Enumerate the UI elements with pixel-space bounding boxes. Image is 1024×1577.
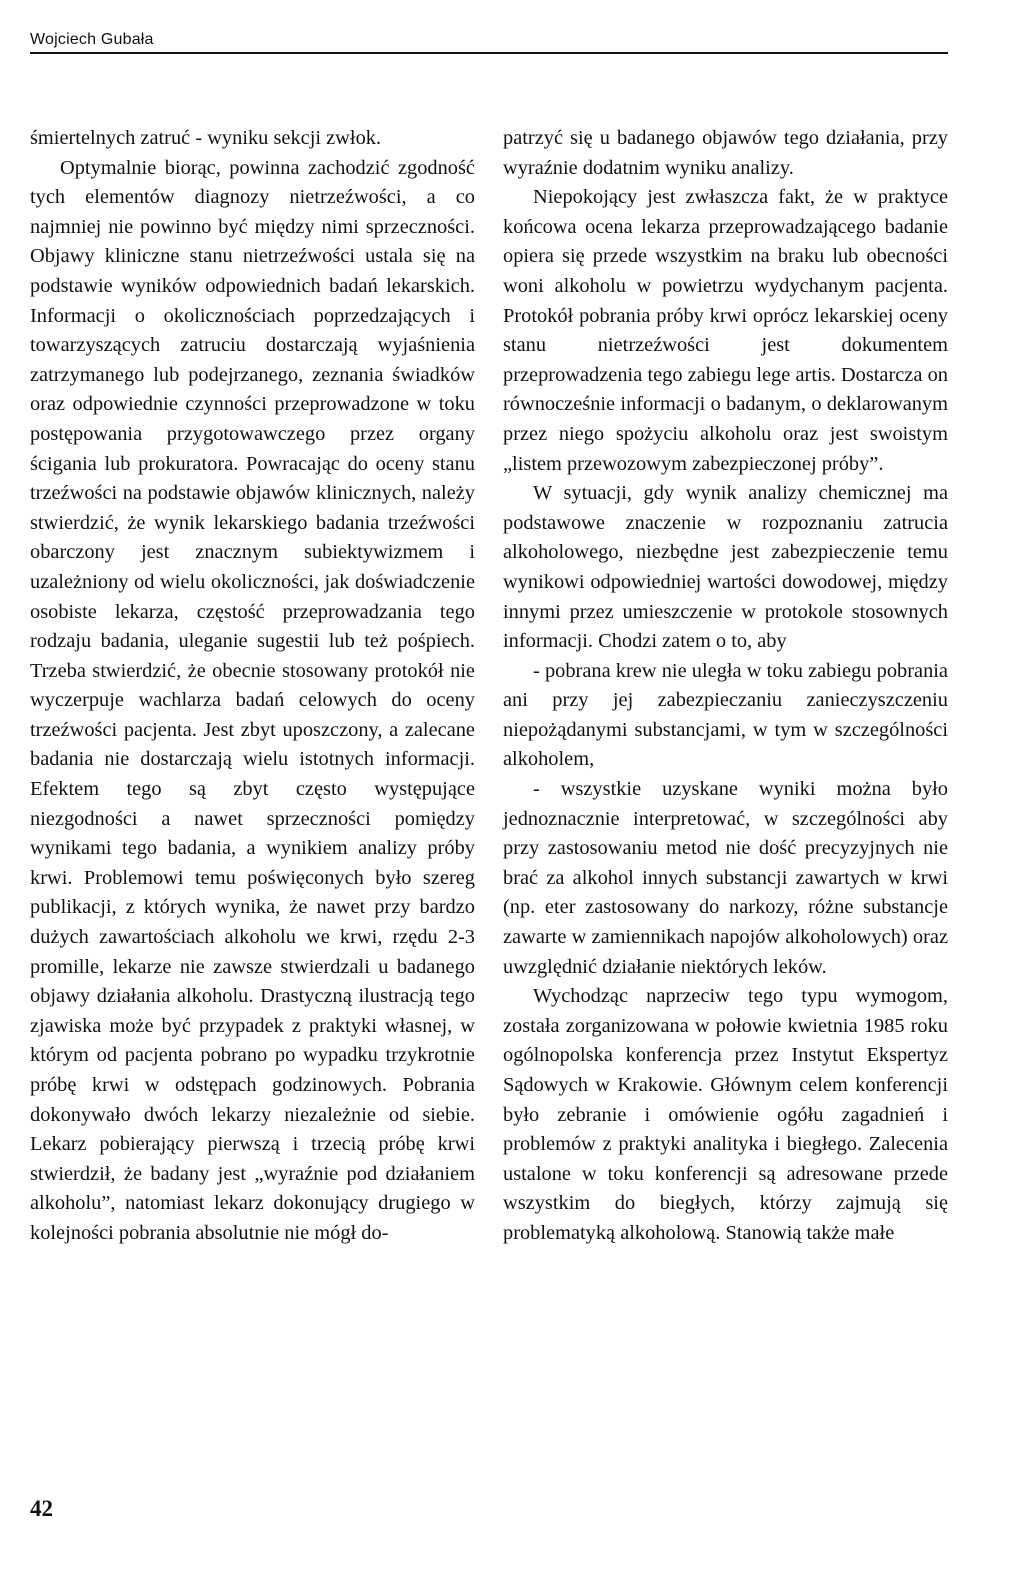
list-item: - wszystkie uzyskane wyniki można było jednoznacznie interpretować, w szczególności aby przy zastosowaniu metod nie dość precyzyjnych nie brać za alkohol innych substancji zawartych w krwi (np. eter zastosowany do narkozy, różne substancje zawarte w zamiennikach napojów alkoholowych) oraz uwzględnić działanie niektórych leków. <box>503 778 948 978</box>
paragraph: Wychodząc naprzeciw tego typu wymogom, została zorganizowana w połowie kwietnia 1985 roku ogólnopolska konferencja przez Instytut Ekspertyz Sądowych w Krakowie. Głównym celem konferencji było zebranie i omówienie ogółu zagadnień i problemów z praktyki analityka i biegłego. Zalecenia ustalone w toku konferencji są adresowane przede wszystkim do biegłych, którzy zajmują się problematyką alkoholową. Stanowią także małe <box>503 985 948 1244</box>
running-header <box>30 30 948 54</box>
paragraph: śmiertelnych zatruć - wyniku sekcji zwłok. <box>30 127 382 149</box>
left-column <box>30 124 475 1249</box>
list-item: - pobrana krew nie uległa w toku zabiegu pobrania ani przy jej zabezpieczaniu zanieczyszczeniu niepożądanymi substancjami, w tym w szczególności alkoholem, <box>503 659 948 771</box>
paragraph: Niepokojący jest zwłaszcza fakt, że w praktyce końcowa ocena lekarza przeprowadzającego badanie opiera się przede wszystkim na braku lub obecności woni alkoholu w powietrzu wydychanym pacjenta. Protokół pobrania próby krwi oprócz lekarskiej oceny stanu nietrzeźwości jest dokumentem przeprowadzenia tego zabiegu lege artis. Dostarcza on równocześnie informacji o badanym, o deklarowanym przez niego spożyciu alkoholu oraz jest swoistym „listem przewozowym zabezpieczonej próby”. <box>503 186 948 475</box>
paragraph: W sytuacji, gdy wynik analizy chemicznej ma podstawowe znaczenie w rozpoznaniu zatrucia alkoholowego, niezbędne jest zabezpieczenie temu wynikowi odpowiedniej wartości dowodowej, między innymi przez umieszczenie w protokole stosownych informacji. Chodzi zatem o to, aby <box>503 482 948 653</box>
page-number: 42 <box>30 1496 53 1521</box>
right-column <box>503 124 948 1249</box>
author-name: Wojciech Gubała <box>30 31 154 48</box>
paragraph: Optymalnie biorąc, powinna zachodzić zgodność tych elementów diagnozy nietrzeźwości, a co najmniej nie powinno być między nimi sprzeczności. Objawy kliniczne stanu nietrzeźwości ustala się na podstawie wyników odpowiednich badań lekarskich. Informacji o okolicznościach poprzedzających i towarzyszących zatruciu dostarczają wyjaśnienia zatrzymanego lub podejrzanego, zeznania świadków oraz odpowiednie czynności przeprowadzone w toku postępowania przygotowawczego przez organy ścigania lub prokuratora. Powracając do oceny stanu trzeźwości na podstawie objawów klinicznych, należy stwierdzić, że wynik lekarskiego badania trzeźwości obarczony jest znacznym subiektywizmem i uzależniony od wielu okoliczności, jak doświadczenie osobiste lekarza, częstość przeprowadzania tego rodzaju badania, uleganie sugestii lub też pośpiech. Trzeba stwierdzić, że obecnie stosowany protokół nie wyczerpuje wachlarza badań celowych do oceny trzeźwości pacjenta. Jest zbyt uposzczony, a zalecane badania nie dostarczają wielu istotnych informacji. Efektem tego są zbyt często występujące niezgodności a nawet sprzeczności pomiędzy wynikami tego badania, a wynikiem analizy próby krwi. Problemowi temu poświęconych było szereg publikacji, z których wynika, że nawet przy bardzo dużych zawartościach alkoholu we krwi, rzędu 2-3 promille, lekarze nie zawsze stwierdzali u badanego objawy działania alkoholu. Drastyczną ilustracją tego zjawiska może być przypadek z praktyki własnej, w którym od pacjenta pobrano po wypadku trzykrotnie próbę krwi w odstępach godzinowych. Pobrania dokonywało dwóch lekarzy niezależnie od siebie. Lekarz pobierający pierwszą i trzecią próbę krwi stwierdził, że badany jest „wyraźnie pod działaniem alkoholu”, natomiast lekarz dokonujący drugiego w kolejności pobrania absolutnie nie mógł do- <box>30 156 475 1244</box>
paragraph: patrzyć się u badanego objawów tego działania, przy wyraźnie dodatnim wyniku analizy. <box>503 127 948 179</box>
